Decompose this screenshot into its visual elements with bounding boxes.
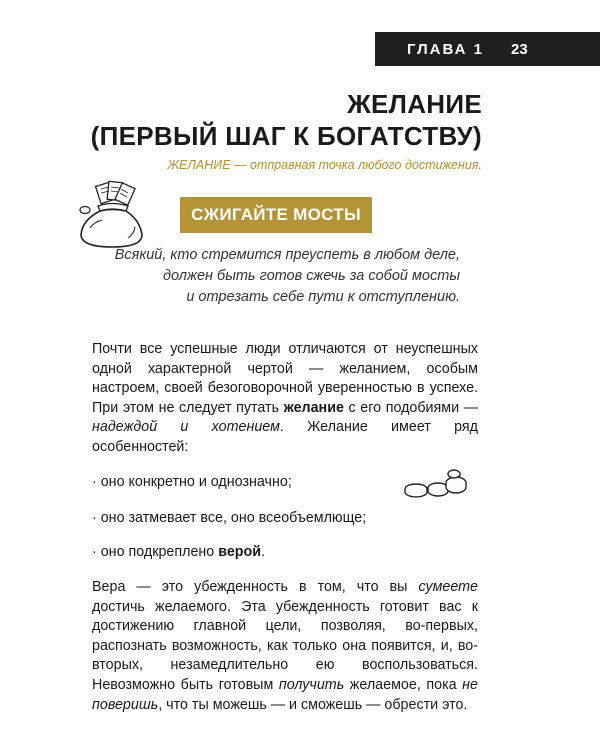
quote-line-2: должен быть готов сжечь за собой мосты bbox=[163, 268, 460, 284]
italic-believe: не поверишь bbox=[92, 676, 478, 713]
italic-hope: надеждой и хотением bbox=[92, 419, 280, 436]
money-bag-icon bbox=[72, 180, 150, 250]
title-line-2: (ПЕРВЫЙ ШАГ К БОГАТСТВУ) bbox=[90, 121, 482, 151]
quote-line-3: и отрезать себе пути к отступлению. bbox=[186, 289, 460, 305]
page-title bbox=[60, 88, 482, 152]
bullet-item-3: · оно подкреплено верой. bbox=[92, 544, 266, 560]
chapter-header-bar bbox=[375, 32, 600, 66]
bullet-item-2: · оно затмевает все, оно всеобъемлюще; bbox=[92, 510, 367, 526]
paragraph-2: Вера — это убежденность в том, что вы сумеете достичь желаемого. Эта убежденность готовит вас к достижению главной цели, позволяя, во-первых, распознать возможность, как только она появится, и, во-вторых, незамедлительно ею воспользоваться. Невозможно быть готовым получить желаемое, пока не поверишь, что ты можешь — и сможешь — обрести это. bbox=[92, 579, 478, 713]
title-line-1: ЖЕЛАНИЕ bbox=[347, 89, 482, 119]
chapter-label: ГЛАВА 1 bbox=[407, 40, 484, 58]
bold-faith: верой bbox=[218, 544, 262, 560]
italic-manage: сумеете bbox=[418, 579, 478, 595]
coins-icon bbox=[402, 468, 470, 500]
bold-desire: желание bbox=[283, 399, 344, 416]
italic-receive: получить bbox=[278, 676, 345, 693]
bullet-item-1: · оно конкретно и однозначно; bbox=[92, 474, 292, 490]
page-number: 23 bbox=[511, 40, 528, 58]
paragraph-1: Почти все успешные люди отличаются от неуспешных одной характерной чертой — желанием, особым настроем, своей безоговорочной уверенностью в успехе. При этом не следует путать желание с его подобиями — надеждой и хотением. Желание имеет ряд особенностей: bbox=[92, 341, 479, 455]
epigraph: ЖЕЛАНИЕ — отправная точка любого достижения. bbox=[167, 158, 482, 172]
quote bbox=[60, 245, 460, 308]
quote-line-1: Всякий, кто стремится преуспеть в любом деле, bbox=[114, 247, 460, 263]
section-label: СЖИГАЙТЕ МОСТЫ bbox=[180, 197, 372, 233]
